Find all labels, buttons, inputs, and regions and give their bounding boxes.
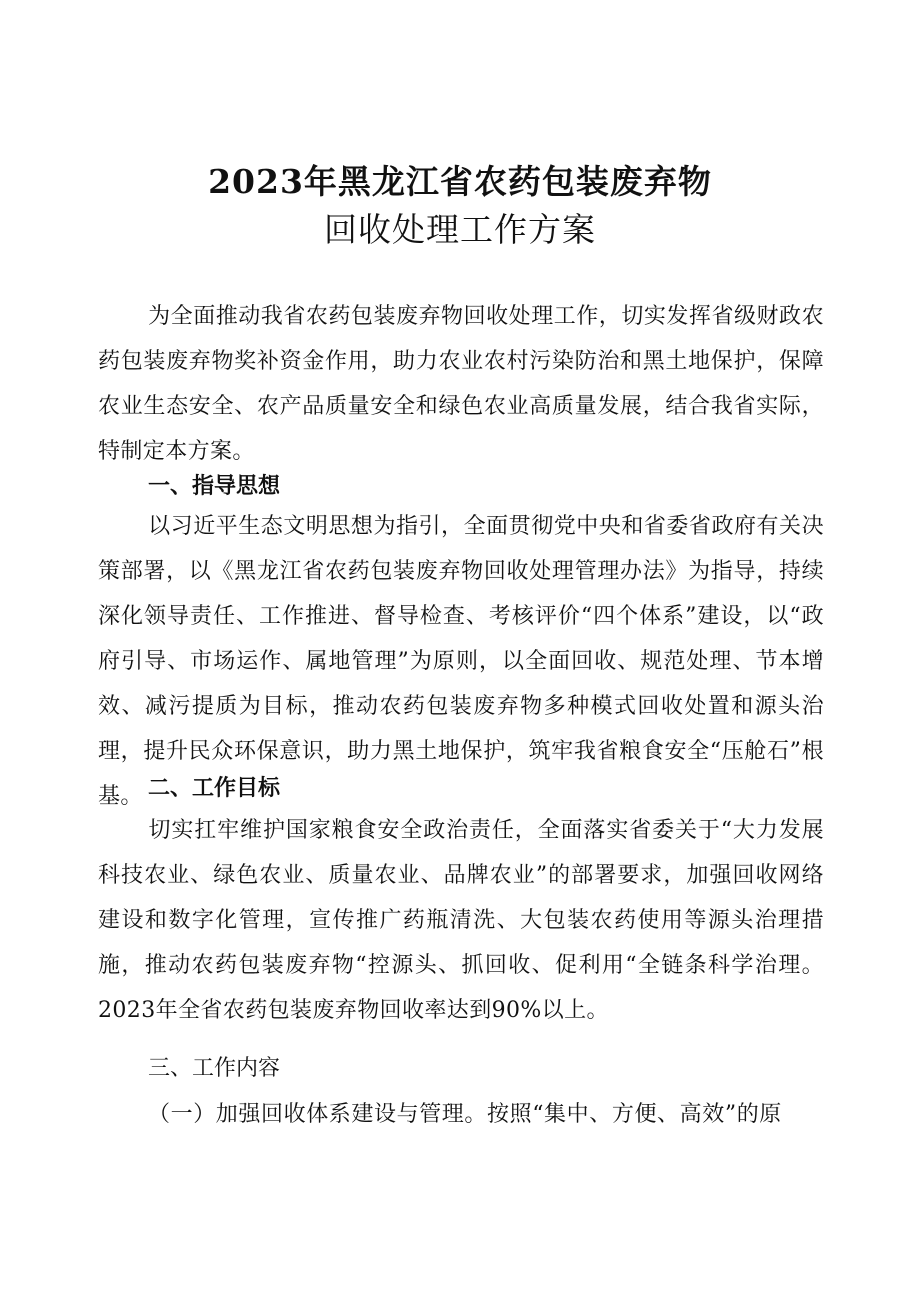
section-1-text: 以习近平生态文明思想为指引，全面贯彻党中央和省委省政府有关决策部署，以《黑龙江省农药包装废弃物回收处理管理办法》为指导，持续深化领导责任、工作推进、督导检查、考核评价“四个体系”建设，以“政府引导、市场运作、属地管理”为原则，以全面回收、规范处理、节本增效、减污提质为目标，推动农药包装废弃物多种模式回收处置和源头治理，提升民众环保意识，助力黑土地保护，筑牢我省粮食安全“压舱石”根基。: [98, 514, 824, 809]
section-3-heading: 三、工作内容: [148, 1056, 281, 1081]
section-1-heading: 一、指导思想: [148, 474, 281, 499]
document-title-line-1: 2023年黑龙江省农药包装废弃物: [208, 162, 712, 201]
section-3-item-1: （一）加强回收体系建设与管理。按照“集中、方便、高效”的原: [148, 1102, 782, 1127]
section-2-text: 切实扛牢维护国家粮食安全政治责任，全面落实省委关于“大力发展科技农业、绿色农业、质量农业、品牌农业”的部署要求，加强回收网络建设和数字化管理，宣传推广药瓶清洗、大包装农药使用等源头治理措施，推动农药包装废弃物“控源头、抓回收、促利用“全链条科学治理。2023年全省农药包装废弃物回收率达到90%以上。: [98, 818, 824, 1023]
section-2-paragraph: [98, 808, 824, 1033]
intro-text: 为全面推动我省农药包装废弃物回收处理工作，切实发挥省级财政农药包装废弃物奖补资金作用，助力农业农村污染防治和黑土地保护，保障农业生态安全、农产品质量安全和绿色农业高质量发展，结合我省实际，特制定本方案。: [98, 304, 824, 464]
intro-paragraph: [98, 294, 824, 474]
section-2-heading: 二、工作目标: [148, 776, 281, 801]
document-title-line-2: 回收处理工作方案: [324, 210, 596, 249]
